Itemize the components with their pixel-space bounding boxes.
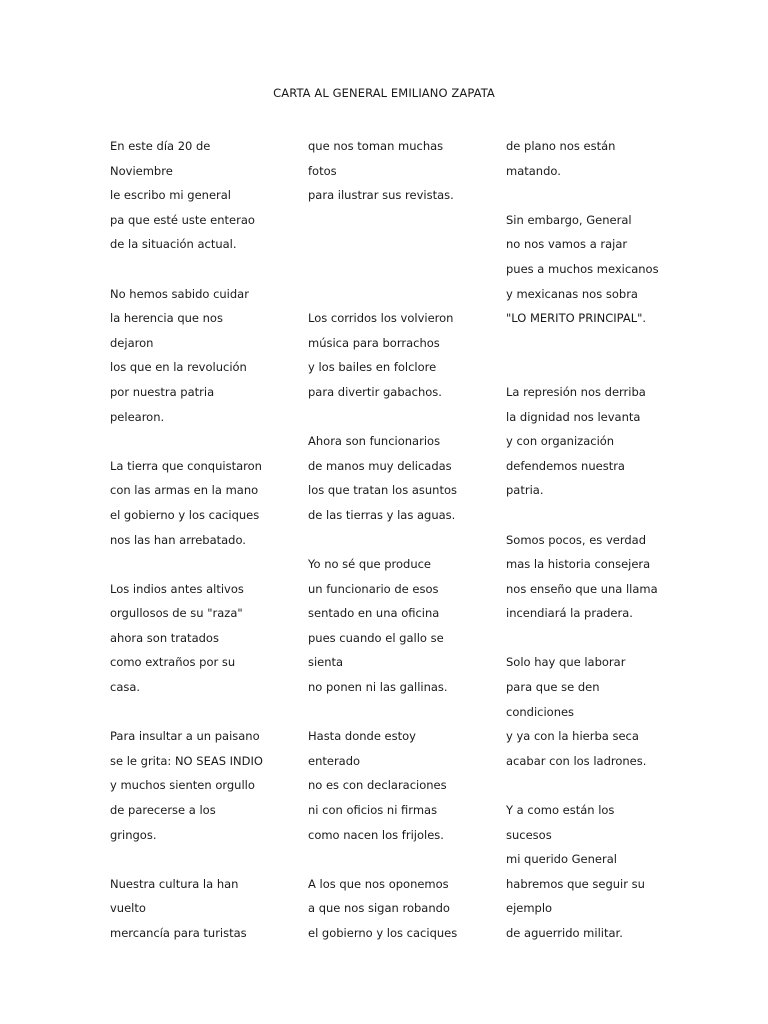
- poem-line: mi querido General: [506, 852, 617, 867]
- poem-line: gringos.: [110, 827, 157, 842]
- stanza-gap: [110, 552, 288, 577]
- poem-line: para ilustrar sus revistas.: [308, 188, 454, 203]
- poem-line: En este día 20 de: [110, 139, 211, 153]
- text-column-1: [110, 134, 288, 946]
- poem-line: Los indios antes altivos: [110, 581, 244, 596]
- poem-line: no es con declaraciones: [308, 778, 447, 793]
- poem-line: le escribo mi general: [110, 188, 231, 203]
- poem-line: y con organización: [506, 434, 615, 449]
- poem-line: nos enseño que una llama: [506, 581, 658, 596]
- poem-line: Nuestra cultura la han: [110, 876, 239, 891]
- poem-line: vuelto: [110, 901, 146, 916]
- poem-line: La tierra que conquistaron: [110, 458, 262, 473]
- poem-line: mercancía para turistas: [110, 926, 247, 940]
- stanza-gap: [308, 232, 486, 257]
- stanza-gap: [110, 700, 288, 725]
- stanza-gap: [506, 183, 686, 208]
- stanza-gap: [308, 282, 486, 307]
- stanza-gap: [308, 257, 486, 282]
- poem-line: por nuestra patria: [110, 384, 215, 399]
- poem-line: se le grita: NO SEAS INDIO: [110, 753, 263, 768]
- poem-line: La represión nos derriba: [506, 384, 646, 399]
- poem-line: de las tierras y las aguas.: [308, 507, 456, 522]
- poem-line: la dignidad nos levanta: [506, 409, 641, 424]
- poem-line: sentado en una oficina: [308, 606, 440, 621]
- poem-line: a que nos sigan robando: [308, 901, 450, 916]
- poem-line: ejemplo: [506, 901, 553, 916]
- poem-line: y ya con la hierba seca: [506, 729, 639, 744]
- poem-line: matando.: [506, 163, 561, 178]
- stanza-gap: [110, 257, 288, 282]
- stanza-gap: [308, 528, 486, 553]
- stanza-gap: [308, 208, 486, 233]
- poem-line: Ahora son funcionarios: [308, 434, 441, 449]
- stanza-gap: [110, 847, 288, 872]
- poem-line: pues a muchos mexicanos: [506, 261, 659, 276]
- poem-line: Los corridos los volvieron: [308, 311, 454, 326]
- poem-line: habremos que seguir su: [506, 876, 645, 891]
- poem-line: la herencia que nos: [110, 311, 223, 326]
- poem-line: como nacen los frijoles.: [308, 827, 444, 842]
- poem-line: A los que nos oponemos: [308, 876, 449, 891]
- poem-line: no ponen ni las gallinas.: [308, 680, 448, 695]
- poem-line: Hasta donde estoy: [308, 729, 416, 744]
- poem-line: con las armas en la mano: [110, 483, 259, 498]
- stanza-gap: [110, 429, 288, 454]
- poem-line: No hemos sabido cuidar: [110, 286, 249, 301]
- poem-line: pelearon.: [110, 409, 165, 424]
- stanza-gap: [308, 405, 486, 430]
- stanza-gap: [506, 626, 686, 651]
- poem-line: de aguerrido militar.: [506, 926, 623, 940]
- stanza-gap: [506, 773, 686, 798]
- poem-line: y mexicanas nos sobra: [506, 286, 638, 301]
- poem-line: y los bailes en folclore: [308, 360, 437, 375]
- poem-line: mas la historia consejera: [506, 557, 651, 572]
- poem-line: los que en la revolución: [110, 360, 247, 375]
- poem-line: de manos muy delicadas: [308, 458, 452, 473]
- poem-line: Y a como están los: [506, 803, 615, 818]
- poem-line: patria.: [506, 483, 544, 498]
- poem-line: fotos: [308, 163, 337, 178]
- poem-line: ni con oficios ni firmas: [308, 803, 438, 818]
- poem-line: "LO MERITO PRINCIPAL".: [506, 311, 647, 326]
- text-column-3: [506, 134, 686, 946]
- stanza-gap: [506, 331, 686, 356]
- poem-line: dejaron: [110, 335, 154, 350]
- poem-line: orgullosos de su "raza": [110, 606, 243, 621]
- poem-line: música para borrachos: [308, 335, 440, 350]
- poem-line: de parecerse a los: [110, 803, 216, 818]
- document-title: CARTA AL GENERAL EMILIANO ZAPATA: [273, 86, 495, 100]
- poem-line: sucesos: [506, 827, 552, 842]
- poem-line: pues cuando el gallo se: [308, 630, 444, 645]
- poem-line: defendemos nuestra: [506, 458, 625, 473]
- poem-line: que nos toman muchas: [308, 139, 444, 153]
- poem-line: Sin embargo, General: [506, 212, 632, 227]
- poem-line: Yo no sé que produce: [308, 557, 432, 572]
- poem-line: enterado: [308, 753, 361, 768]
- poem-line: incendiará la pradera.: [506, 606, 633, 621]
- poem-line: de plano nos están: [506, 139, 616, 153]
- stanza-gap: [506, 503, 686, 528]
- stanza-gap: [308, 700, 486, 725]
- poem-line: casa.: [110, 680, 141, 695]
- poem-line: Solo hay que laborar: [506, 655, 626, 670]
- poem-line: un funcionario de esos: [308, 581, 439, 596]
- poem-line: para que se den: [506, 680, 600, 695]
- poem-line: nos las han arrebatado.: [110, 532, 246, 547]
- poem-line: Noviembre: [110, 163, 173, 178]
- poem-line: condiciones: [506, 704, 575, 719]
- poem-line: los que tratan los asuntos: [308, 483, 458, 498]
- text-column-2: [308, 134, 486, 946]
- poem-line: Para insultar a un paisano: [110, 729, 260, 744]
- poem-line: para divertir gabachos.: [308, 384, 442, 399]
- poem-line: de la situación actual.: [110, 237, 237, 252]
- poem-line: acabar con los ladrones.: [506, 753, 647, 768]
- poem-line: Somos pocos, es verdad: [506, 532, 646, 547]
- poem-line: el gobierno y los caciques: [308, 926, 458, 940]
- stanza-gap: [308, 847, 486, 872]
- poem-line: no nos vamos a rajar: [506, 237, 628, 252]
- poem-line: y muchos sienten orgullo: [110, 778, 255, 793]
- stanza-gap: [506, 355, 686, 380]
- poem-line: sienta: [308, 655, 344, 670]
- poem-line: pa que esté uste enterao: [110, 212, 255, 227]
- poem-line: ahora son tratados: [110, 630, 219, 645]
- poem-line: el gobierno y los caciques: [110, 507, 260, 522]
- poem-line: como extraños por su: [110, 655, 236, 670]
